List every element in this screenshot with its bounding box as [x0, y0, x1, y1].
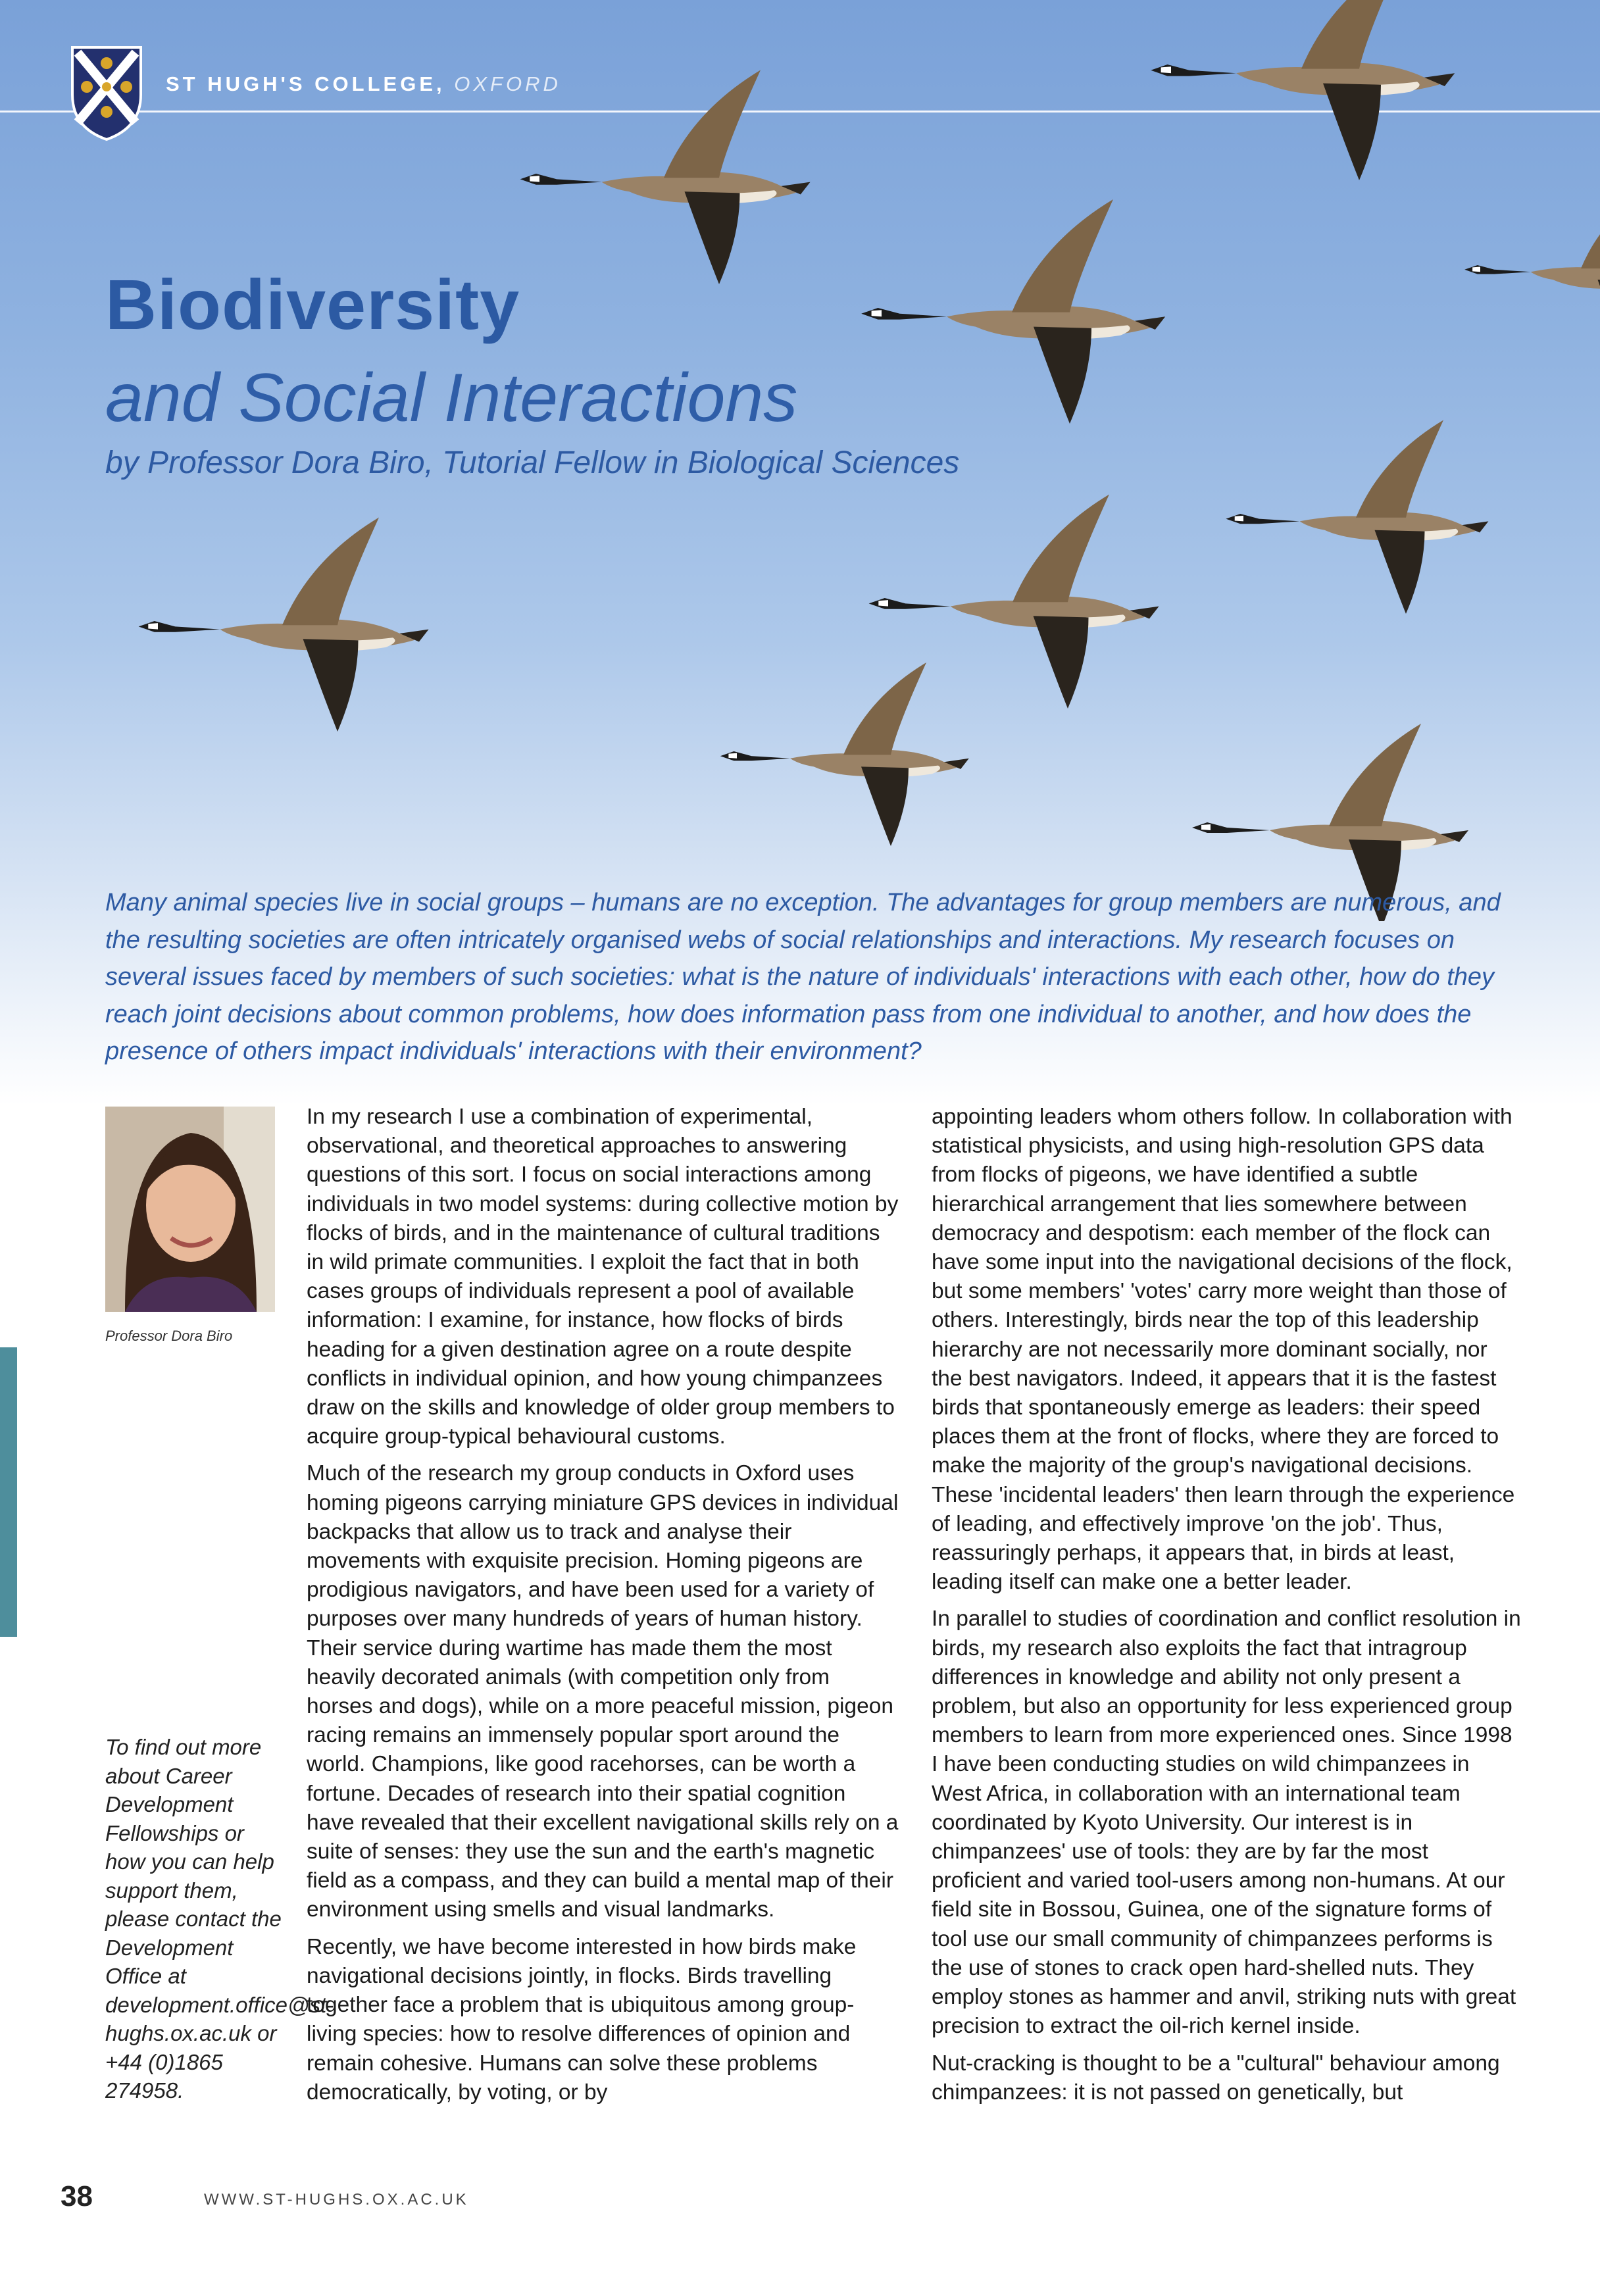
- goose: [1151, 0, 1455, 180]
- goose: [520, 70, 811, 285]
- goose: [1464, 182, 1600, 355]
- article-title: Biodiversity: [105, 264, 520, 344]
- goose: [720, 662, 969, 846]
- paragraph: appointing leaders whom others follow. In collaboration with statistical physicists, and using high-resolution GPS data from flocks of pigeons, we have identified a subtle hierarchical arrangement that lies somewhere between democracy and despotism: each member of the flock can have some input into the navigational decisions of the flock, but some members' 'votes' carry more weight than those of others. Interestingly, birds near the top of this leadership hierarchy are not necessarily more dominant socially, nor the best navigators. Indeed, it appears that it is the fastest birds that spontaneously emerge as leaders: their speed places them at the front of flocks, where they are forced to make the majority of the group's navigational decisions. These 'incidental leaders' then learn through the experience of leading, and effectively improve 'on the job'. Thus, reassuringly perhaps, it appears that, in birds at least, leading itself can make one a better leader.: [932, 1105, 1515, 1595]
- goose: [861, 199, 1165, 424]
- article-byline: by Professor Dora Biro, Tutorial Fellow in Biological Sciences: [105, 445, 960, 480]
- goose: [139, 518, 429, 732]
- paragraph: In parallel to studies of coordination and conflict resolution in birds, my research also exploits the fact that intragroup differences in knowledge and ability not only present a problem, but also an opportunity for less experienced group members to learn from more experienced ones. Since 1998 I have been conducting studies on wild chimpanzees in West Africa, in collaboration with an international team coordinated by Kyoto University. Our interest is in chimpanzees' use of tools: they are by far the most proficient and varied tool-users among non-humans. At our field site in Bossou, Guinea, one of the signature forms of tool use our small community of chimpanzees performs is the use of stones to crack open hard-shelled nuts. They employ stones as hammer and anvil, striking nuts with great precision to extract the oil-rich kernel inside.: [932, 1607, 1521, 2039]
- paragraph: In my research I use a combination of experimental, observational, and theoretical approaches to answering questions of this sort. I focus on social interactions among individuals in two model systems: during collective motion by flocks of birds, and in the maintenance of cultural traditions in wild primate communities. I exploit the fact that in both cases groups of individuals represent a pool of available information: I examine, for instance, how flocks of birds heading for a given destination agree on a route despite conflicts in individual opinion, and how young chimpanzees draw on the skills and knowledge of older group members to acquire group-typical behavioural customs.: [307, 1105, 899, 1449]
- contact-note: To find out more about Career Development Fellowships or how you can help support them, please contact the Development Office at development.office@st-hughs.ox.ac.uk or +44 (0)1865 274958.: [105, 1735, 334, 2103]
- sidebar-accent-bar: [0, 1347, 17, 1637]
- article-intro: Many animal species live in social groups – humans are no exception. The advantages for group members are numerous, and the resulting societies are often intricately organised webs of social relationships and interactions. My research focuses on several issues faced by members of such societies: what is the nature of individuals' interactions with each other, how do they reach joint decisions about common problems, how does information pass from one individual to another, and how does the presence of others impact individuals' interactions with their environment?: [105, 889, 1501, 1065]
- paragraph: Recently, we have become interested in how birds make navigational decisions jointly, in flocks. Birds travelling together face a problem that is ubiquitous among group-living species: how to resolve differences of opinion and remain cohesive. Humans can solve these problems democratically, by voting, or by: [307, 1934, 857, 2105]
- goose: [1226, 420, 1488, 614]
- footer-url: WWW.ST-HUGHS.OX.AC.UK: [204, 2191, 469, 2209]
- body-column-1: [307, 1103, 899, 2115]
- paragraph: Nut-cracking is thought to be a "cultural" behaviour among chimpanzees: it is not passed on genetically, but: [932, 2051, 1500, 2105]
- author-photo: [105, 1107, 275, 1312]
- body-column-2: [932, 1103, 1524, 2115]
- college-name: ST HUGH'S COLLEGE, OXFORD: [166, 72, 561, 95]
- photo-caption: Professor Dora Biro: [105, 1328, 233, 1344]
- page-number: 38: [61, 2180, 93, 2212]
- college-city: OXFORD: [454, 72, 561, 95]
- article-subtitle: and Social Interactions: [105, 360, 798, 436]
- paragraph: Much of the research my group conducts in Oxford uses homing pigeons carrying miniature GPS devices in individual backpacks that allow us to track and analyse their movements with exquisite precision. Homing pigeons are prodigious navigators, and have been used for a variety of purposes over many hundreds of years of human history. Their service during wartime has made them the most heavily decorated animals (with competition only from horses and dogs), while on a more peaceful mission, pigeon racing remains an immensely popular sport around the world. Champions, like good racehorses, can be worth a fortune. Decades of research into their spatial cognition have revealed that their excellent navigational skills rely on a suite of senses: they use the sun and the earth's magnetic field as a compass, and they can build a mental map of their environment using smells and visual landmarks.: [307, 1461, 899, 1922]
